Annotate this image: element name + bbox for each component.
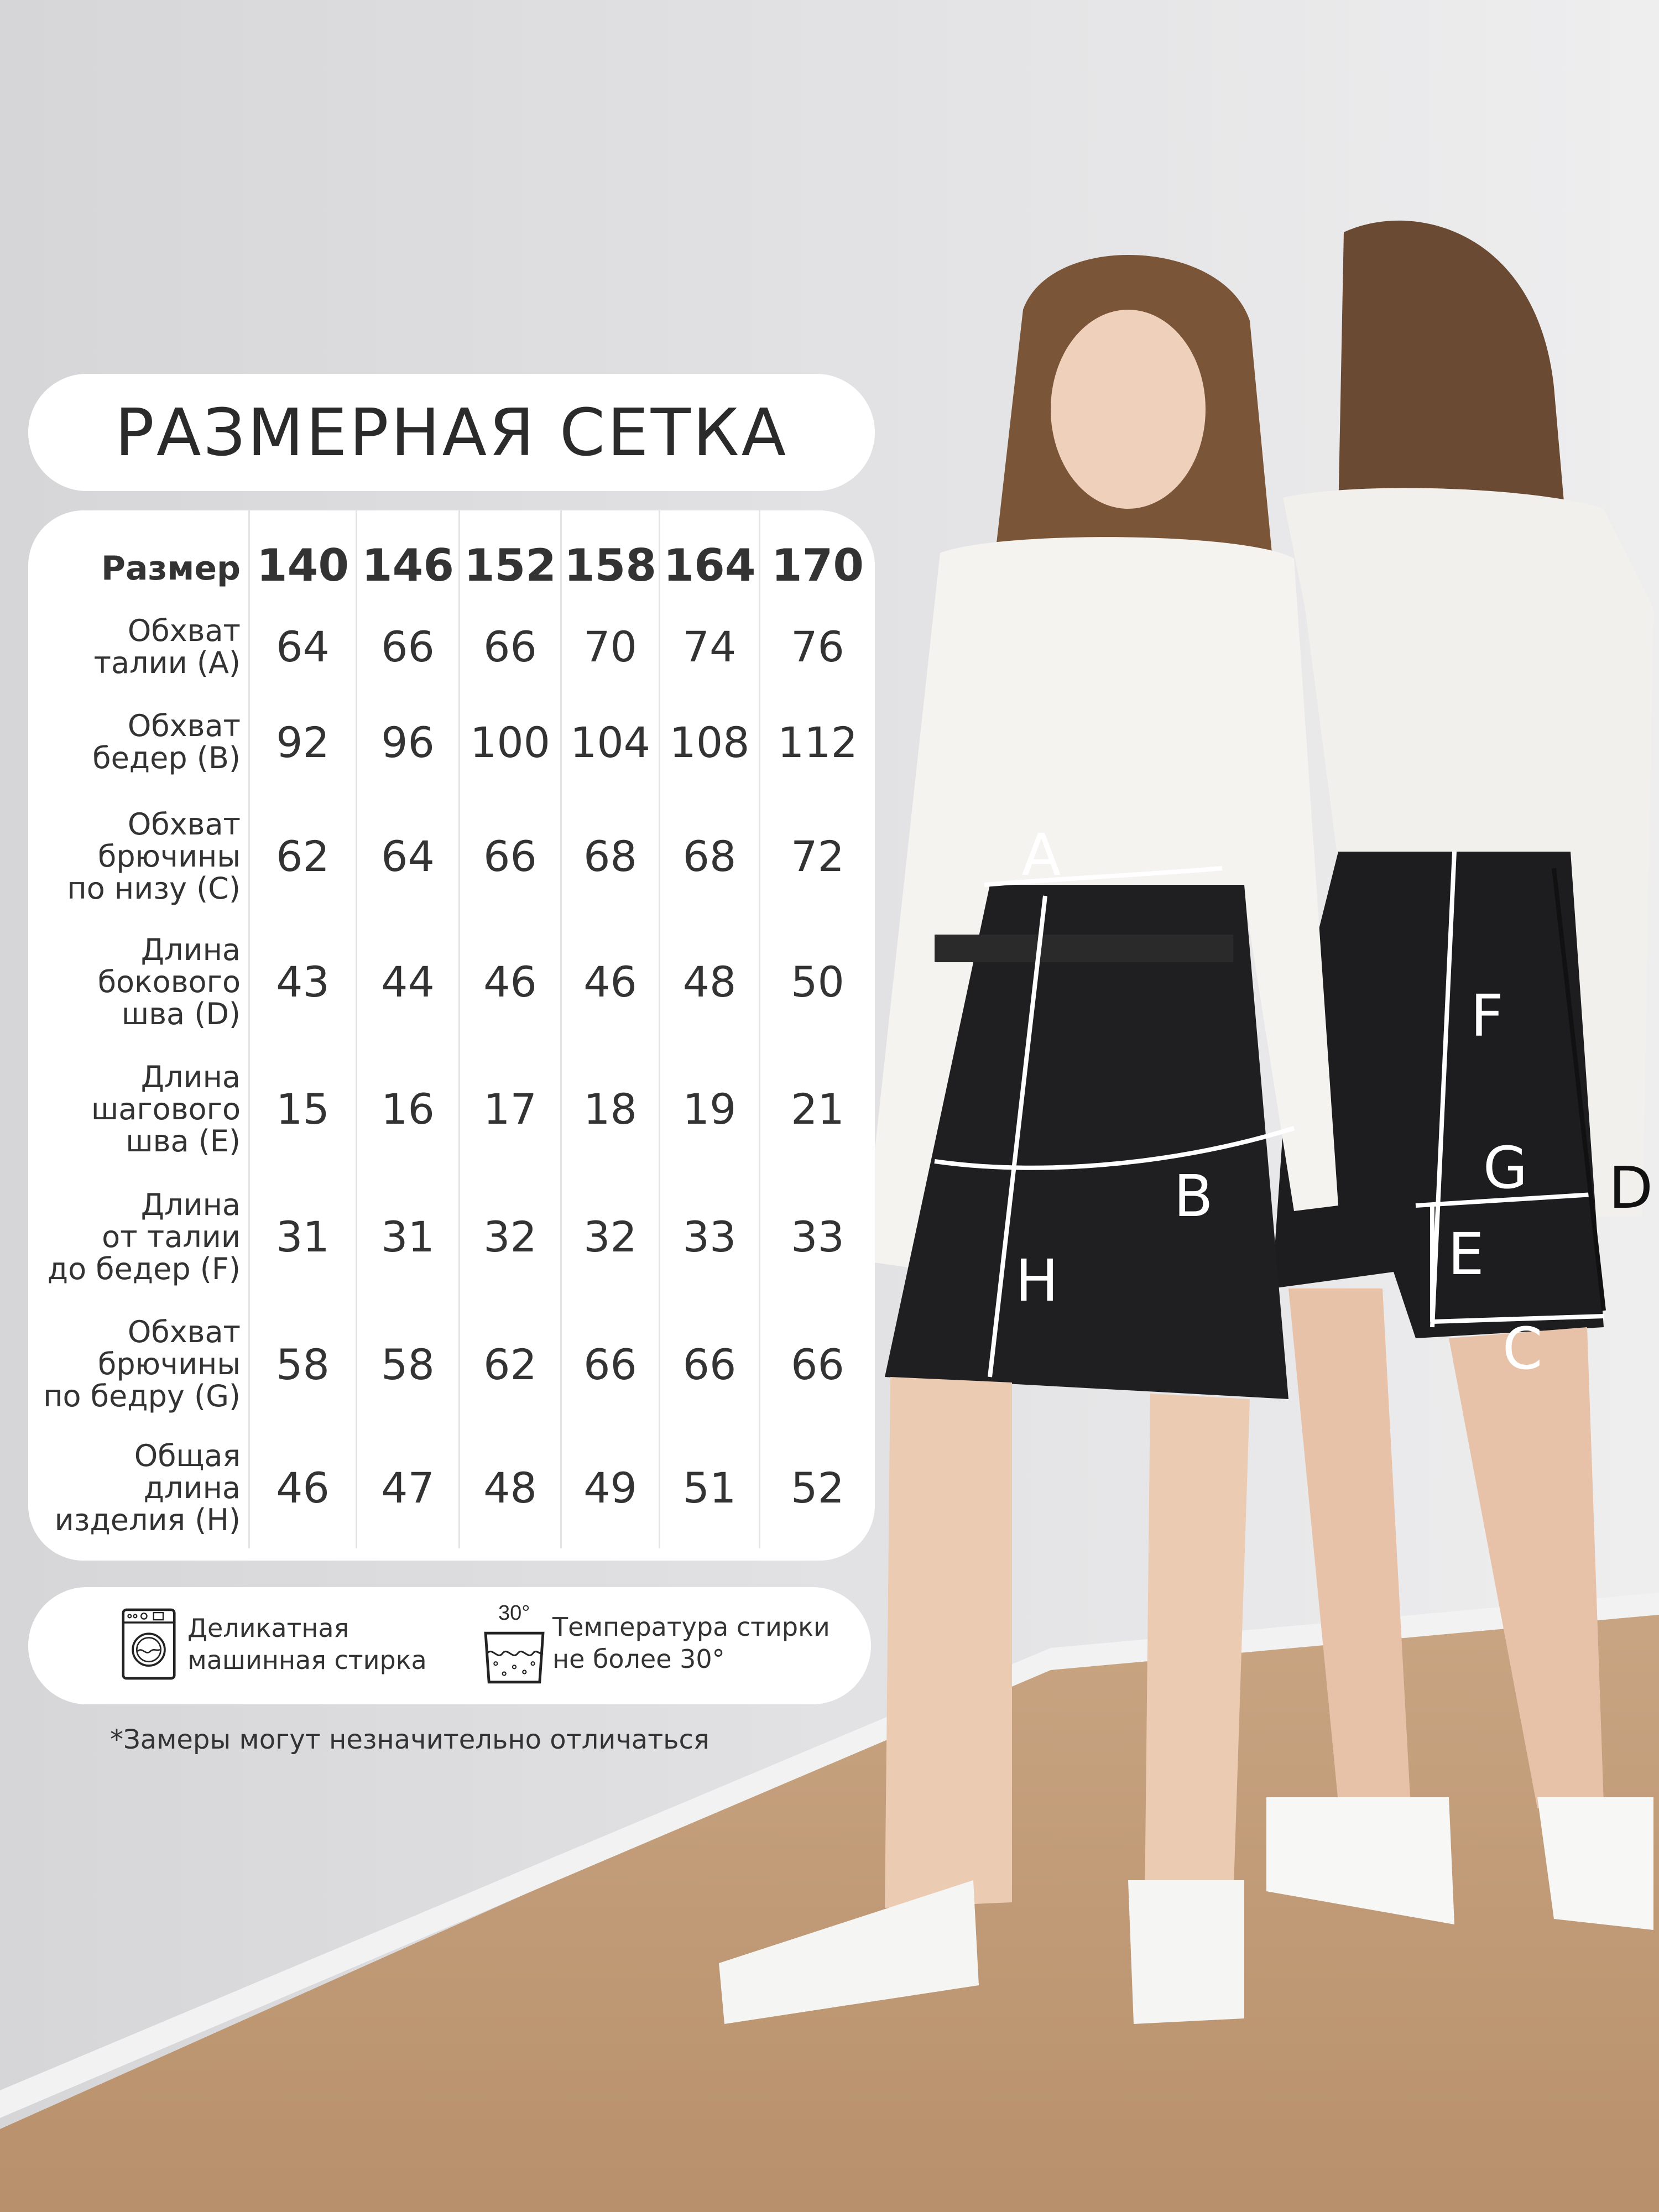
measurement-value: 66 — [659, 1301, 759, 1427]
measurement-value: 92 — [248, 690, 356, 795]
measurement-value: 64 — [356, 795, 458, 918]
measurement-value: 21 — [759, 1046, 875, 1172]
size-column-header: 140 — [248, 510, 356, 604]
measurement-row-label: Обхват брючины по бедру (G) — [43, 1314, 241, 1413]
measure-label-d: D — [1608, 1154, 1653, 1222]
measurement-value: 33 — [759, 1172, 875, 1301]
measurement-value: 50 — [759, 918, 875, 1046]
measurement-value: 64 — [248, 604, 356, 690]
measurement-row-label: Обхват брючины по низу (C) — [67, 806, 241, 906]
measurement-value: 96 — [356, 690, 458, 795]
measurement-value: 51 — [659, 1427, 759, 1548]
page-title: РАЗМЕРНАЯ СЕТКА — [28, 374, 875, 491]
size-header-label: Размер — [101, 549, 241, 588]
measurement-value: 46 — [560, 918, 659, 1046]
measurement-value: 104 — [560, 690, 659, 795]
measure-label-a: A — [1021, 821, 1061, 889]
care-text-machine-wash: Деликатная машинная стирка — [187, 1613, 427, 1675]
measurement-value: 47 — [356, 1427, 458, 1548]
measurement-row-label: Длина шагового шва (E) — [91, 1059, 241, 1159]
measurement-value: 46 — [248, 1427, 356, 1548]
measurement-value: 46 — [458, 918, 560, 1046]
measurement-value: 72 — [759, 795, 875, 918]
measure-label-b: B — [1173, 1162, 1213, 1230]
measurement-value: 52 — [759, 1427, 875, 1548]
measurement-row-label: Длина от талии до бедер (F) — [47, 1187, 241, 1286]
measurement-row-label: Обхват талии (A) — [93, 613, 241, 680]
measurement-value: 66 — [759, 1301, 875, 1427]
measurement-value: 43 — [248, 918, 356, 1046]
measurement-value: 66 — [458, 604, 560, 690]
size-column-header: 170 — [759, 510, 875, 604]
measurement-value: 33 — [659, 1172, 759, 1301]
measurement-value: 112 — [759, 690, 875, 795]
measurement-value: 70 — [560, 604, 659, 690]
measurement-value: 48 — [458, 1427, 560, 1548]
measure-label-h: H — [1015, 1247, 1059, 1314]
care-text-wash-temperature: Температура стирки не более 30° — [552, 1612, 830, 1674]
wash-temperature-icon-text: 30° — [498, 1601, 530, 1625]
care-item-wash-temperature — [484, 1601, 830, 1684]
measurement-value: 58 — [356, 1301, 458, 1427]
measurement-value: 62 — [248, 795, 356, 918]
measurement-value: 17 — [458, 1046, 560, 1172]
size-table-grid — [28, 510, 875, 1548]
measurement-value: 16 — [356, 1046, 458, 1172]
measurement-value: 74 — [659, 604, 759, 690]
measure-label-g: G — [1483, 1134, 1528, 1202]
measurement-row-label: Общая длина изделия (H) — [54, 1438, 241, 1537]
measurement-value: 66 — [356, 604, 458, 690]
size-column-header: 152 — [458, 510, 560, 604]
measurement-value: 66 — [458, 795, 560, 918]
size-column-header: 146 — [356, 510, 458, 604]
measurement-row-label: Длина бокового шва (D) — [97, 932, 241, 1031]
size-column-header: 164 — [659, 510, 759, 604]
measurement-value: 68 — [659, 795, 759, 918]
measure-label-e: E — [1448, 1220, 1484, 1288]
measurement-value: 108 — [659, 690, 759, 795]
measurement-value: 49 — [560, 1427, 659, 1548]
measurement-value: 68 — [560, 795, 659, 918]
measure-label-f: F — [1470, 982, 1504, 1050]
measurement-value: 62 — [458, 1301, 560, 1427]
wash-30-icon — [484, 1601, 545, 1684]
measurement-value: 76 — [759, 604, 875, 690]
care-item-machine-wash — [121, 1608, 427, 1680]
measurement-disclaimer: *Замеры могут незначительно отличаться — [110, 1724, 709, 1755]
measurement-value: 58 — [248, 1301, 356, 1427]
measurement-value: 31 — [356, 1172, 458, 1301]
washing-machine-icon — [121, 1608, 176, 1680]
measurement-value: 15 — [248, 1046, 356, 1172]
measurement-value: 100 — [458, 690, 560, 795]
measurement-value: 19 — [659, 1046, 759, 1172]
care-instructions — [28, 1587, 871, 1704]
measurement-value: 48 — [659, 918, 759, 1046]
measurement-value: 66 — [560, 1301, 659, 1427]
size-table — [28, 510, 875, 1561]
measurement-value: 31 — [248, 1172, 356, 1301]
measurement-value: 32 — [560, 1172, 659, 1301]
measurement-value: 44 — [356, 918, 458, 1046]
measurement-value: 18 — [560, 1046, 659, 1172]
measurement-value: 32 — [458, 1172, 560, 1301]
measurement-row-label: Обхват бедер (B) — [92, 708, 241, 775]
size-column-header: 158 — [560, 510, 659, 604]
measure-label-c: C — [1502, 1315, 1543, 1383]
